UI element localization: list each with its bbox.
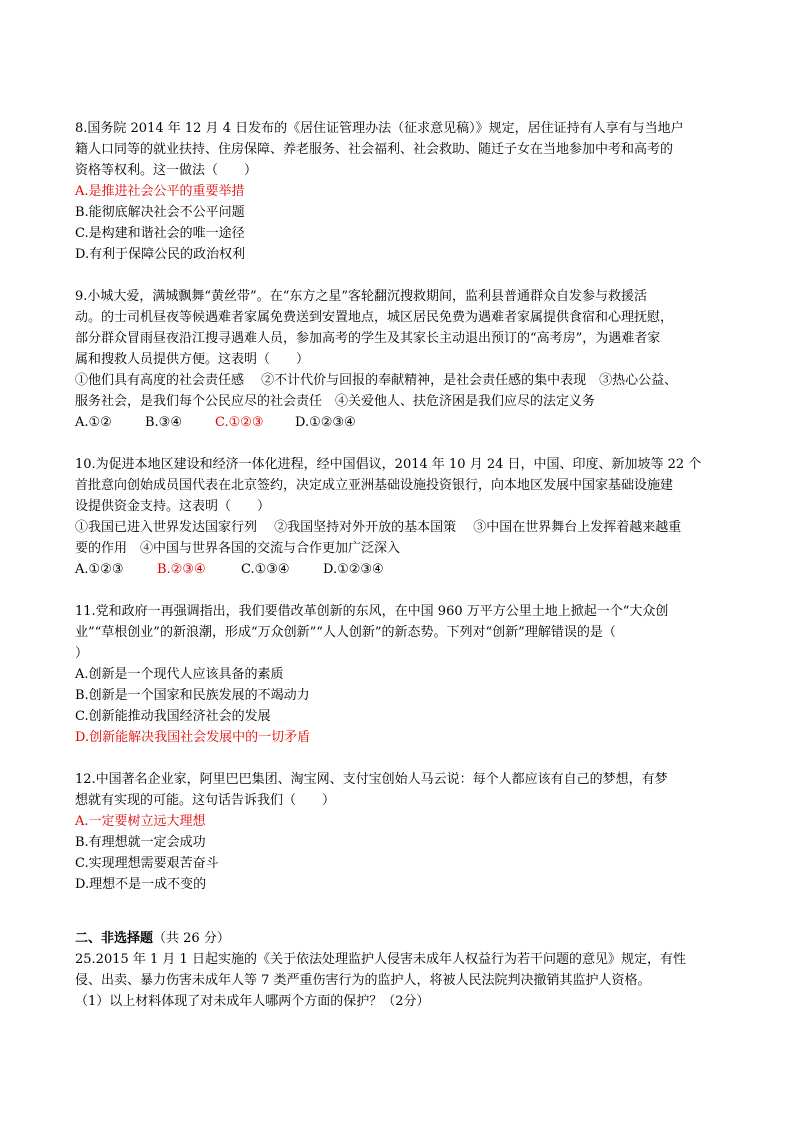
question-stem-line: 25.2015 年 1 月 1 日起实施的《关于依法处理监护人侵害未成年人权益行为若干问题的意见》规定，有性 <box>75 952 686 967</box>
option-b: B.有理想就一定会成功 <box>75 835 206 850</box>
section-heading <box>75 928 725 949</box>
question-stem-line: 动。的士司机昼夜等候遇难者家属免费送到安置地点，城区居民免费为遇难者家属提供食宿和心理抚慰， <box>75 310 674 325</box>
question-10 <box>75 454 725 580</box>
option-c: C.①③④ <box>241 562 290 577</box>
question-stem-line: 侵、出卖、暴力伤害未成年人等 7 类严重伤害行为的监护人，将被人民法院判决撤销其监护人资格。 <box>75 973 651 988</box>
question-stem-line: 属和搜救人员提供方便。这表明（ ） <box>75 352 310 367</box>
option-a-answer: A.是推进社会公平的重要举措 <box>75 184 245 199</box>
question-stem-line: 8.国务院 2014 年 12 月 4 日发布的《居住证管理办法（征求意见稿）》规定，居住证持有人享有与当地户 <box>75 121 684 136</box>
question-stem-line: 首批意向创始成员国代表在北京签约，决定成立亚洲基础设施投资银行，向本地区发展中国家基础设施建 <box>75 478 674 493</box>
exam-page <box>75 118 725 1012</box>
option-a: A.创新是一个现代人应该具备的素质 <box>75 667 284 682</box>
option-b-answer: B.②③④ <box>157 562 206 577</box>
question-stem-line: 部分群众冒雨昼夜沿江搜寻遇难人员，参加高考的学生及其家长主动退出预订的“高考房”，为遇难者家 <box>75 331 661 346</box>
question-12 <box>75 769 725 895</box>
question-stem-line: 籍人口同等的就业扶持、住房保障、养老服务、社会福利、社会救助、随迁子女在当地参加中考和高考的 <box>75 142 674 157</box>
question-stem-line: 要的作用 ④中国与世界各国的交流与合作更加广泛深入 <box>75 541 401 556</box>
question-stem-line: 资格等权利。这一做法（ ） <box>75 163 258 178</box>
question-stem-line: ①我国已进入世界发达国家行列 ②我国坚持对外开放的基本国策 ③中国在世界舞台上发挥着越来越重 <box>75 520 682 535</box>
question-11 <box>75 601 725 748</box>
section-title: 二、非选择题 <box>75 931 154 946</box>
options-row <box>75 559 725 580</box>
option-a: A.①②③ <box>75 562 124 577</box>
question-8 <box>75 118 725 265</box>
option-d: D.有利于保障公民的政治权利 <box>75 247 246 262</box>
options-row <box>75 412 725 433</box>
option-a-answer: A.一定要树立远大理想 <box>75 814 206 829</box>
question-9 <box>75 286 725 433</box>
question-stem-line: 服务社会，是我们每个公民应尽的社会责任 ④关爱他人、扶危济困是我们应尽的法定义务 <box>75 394 596 409</box>
option-c-answer: C.①②③ <box>215 415 264 430</box>
section-score: （共 26 分） <box>153 931 230 946</box>
question-stem-line: 9.小城大爱，满城飘舞“黄丝带”。在“东方之星”客轮翻沉搜救期间，监利县普通群众自发参与救援活 <box>75 289 647 304</box>
sub-question-1: （1）以上材料体现了对未成年人哪两个方面的保护？（2分） <box>75 994 430 1009</box>
section-non-choice <box>75 928 725 1012</box>
question-stem-line: 想就有实现的可能。这句话告诉我们（ ） <box>75 793 336 808</box>
question-stem-line: 10.为促进本地区建设和经济一体化进程，经中国倡议，2014 年 10 月 24 日，中国、印度、新加坡等 22 个 <box>75 457 702 472</box>
question-stem-line: 业”“草根创业”的新浪潮，形成“万众创新”“人人创新”的新态势。下列对“创新”理解错误的是（ <box>75 625 616 640</box>
question-stem-line: 11.党和政府一再强调指出，我们要借改革创新的东风，在中国 960 万平方公里土地上掀起一个“大众创 <box>75 604 669 619</box>
option-b: B.创新是一个国家和民族发展的不竭动力 <box>75 688 310 703</box>
option-d: D.理想不是一成不变的 <box>75 877 207 892</box>
option-d: D.①②③④ <box>323 562 384 577</box>
option-b: B.能彻底解决社会不公平问题 <box>75 205 245 220</box>
question-stem-line: ） <box>75 646 89 661</box>
option-c: C.创新能推动我国经济社会的发展 <box>75 709 271 724</box>
question-stem-line: 设提供资金支持。这表明（ ） <box>75 499 271 514</box>
option-b: B.③④ <box>145 415 182 430</box>
option-c: C.是构建和谐社会的唯一途径 <box>75 226 245 241</box>
option-d-answer: D.创新能解决我国社会发展中的一切矛盾 <box>75 730 311 745</box>
option-c: C.实现理想需要艰苦奋斗 <box>75 856 219 871</box>
option-a: A.①② <box>75 415 112 430</box>
question-stem-line: ①他们具有高度的社会责任感 ②不计代价与回报的奉献精神，是社会责任感的集中表现 ③热心公益、 <box>75 373 678 388</box>
question-stem-line: 12.中国著名企业家，阿里巴巴集团、淘宝网、支付宝创始人马云说：每个人都应该有自己的梦想，有梦 <box>75 772 668 787</box>
option-d: D.①②③④ <box>295 415 356 430</box>
